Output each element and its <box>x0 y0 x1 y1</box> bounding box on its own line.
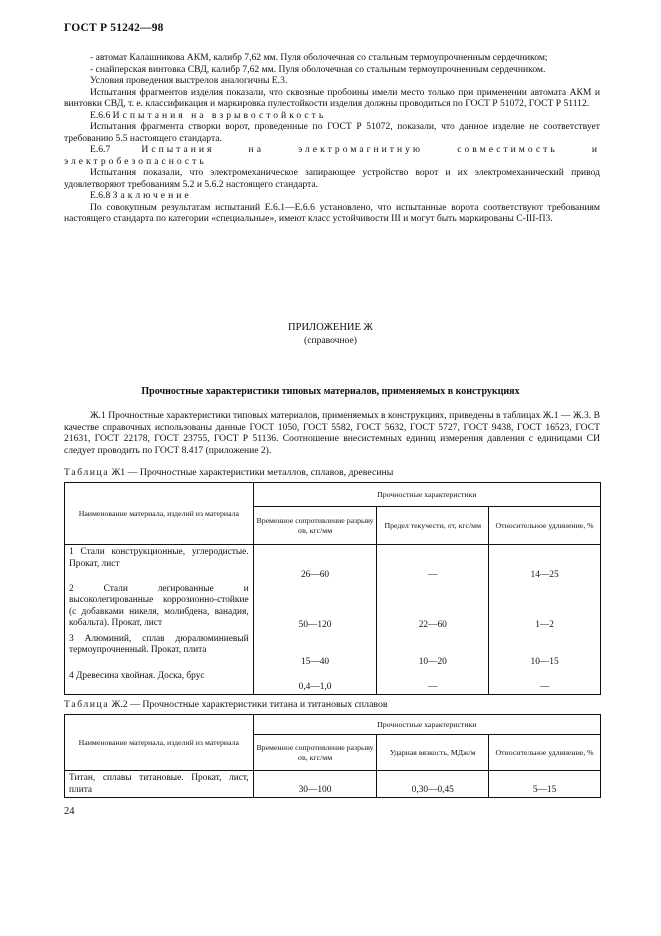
column-header: Временное сопротивление разрыву σв, кгс/мм <box>253 507 377 545</box>
table-cell: 3 Алюминий, сплав дюралюминиевый термоупрочненный. Прокат, плита <box>65 632 254 669</box>
body-text-block <box>64 52 600 225</box>
table2-caption <box>64 699 388 710</box>
section-heading <box>64 190 600 202</box>
table1 <box>64 482 601 695</box>
paragraph: По совокупным результатам испытаний Е.6.1—Е.6.6 установлено, что испытанные ворота соответствуют требованиям настоящего стандарта по категории «специальные», имеют класс устойчивости III и могут быть маркированы С-III-П3. <box>64 201 600 224</box>
table-cell: 2 Стали легированные и высоколегированные коррозионно-стойкие (с добавками никеля, молибдена, ванадия, кобальта). Прокат, лист <box>65 582 254 632</box>
appendix-title: ПРИЛОЖЕНИЕ Ж <box>288 322 373 333</box>
section-heading <box>64 144 600 167</box>
paragraph: Ж.1 Прочностные характеристики типовых материалов, применяемых в конструкциях, приведены в таблицах Ж.1 — Ж.3. В качестве справочных использованы данные ГОСТ 1050, ГОСТ 5582, ГОСТ 5632, ГОСТ 5727, ГОСТ 9438, ГОСТ 16523, ГОСТ 21631, ГОСТ 22178, ГОСТ 23755, ГОСТ Р 51136. Соотношение внесистемных единиц измерения давления с единицами СИ следует проводить по ГОСТ 8.417 (приложение 2). <box>64 410 600 456</box>
section-number: Е.6.6 <box>90 109 111 121</box>
column-header: Относительное удлинение, % <box>489 507 601 545</box>
column-header: Предел текучести, σт, кгс/мм <box>377 507 489 545</box>
appendix-subtitle: (справочное) <box>304 335 357 346</box>
table-cell: 14—25 <box>489 545 601 582</box>
column-group-header: Прочностные характеристики <box>253 483 600 507</box>
table-cell: 50—120 <box>253 582 377 632</box>
column-header-name: Наименование материала, изделий из материала <box>65 483 254 545</box>
table-row <box>65 545 601 582</box>
table-cell: 0,30—0,45 <box>377 771 489 798</box>
appendix-intro-block <box>64 410 600 456</box>
section-heading <box>64 110 600 122</box>
table-label: Таблица <box>64 699 110 710</box>
paragraph: Испытания показали, что электромеханическое запирающее устройство ворот и их электромеханический привод удовлетворяют требованиям 5.2 и 5.6.2 настоящего стандарта. <box>64 167 600 190</box>
table-cell: 10—20 <box>377 632 489 669</box>
paragraph: Испытания фрагмента створки ворот, проведенные по ГОСТ Р 51072, показали, что данное изделие не соответствует требованию 5.5 настоящего стандарта. <box>64 121 600 144</box>
paragraph: - снайперская винтовка СВД, калибр 7,62 мм. Пуля оболочечная со стальным термоупрочненным сердечником. <box>90 63 546 75</box>
table-row <box>65 669 601 695</box>
page-number: 24 <box>64 806 75 817</box>
table-row <box>65 771 601 798</box>
table-cell: 26—60 <box>253 545 377 582</box>
table-cell: 5—15 <box>489 771 601 798</box>
column-header: Ударная вязкость, МДж/м <box>377 735 489 771</box>
table-cell: 1 Стали конструкционные, углеродистые. Прокат, лист <box>65 545 254 582</box>
table-cell: Титан, сплавы титановые. Прокат, лист, плита <box>65 771 254 798</box>
table-cell: 1—2 <box>489 582 601 632</box>
column-header-name: Наименование материала, изделий из материала <box>65 715 254 771</box>
table-caption-text: Ж.2 — Прочностные характеристики титана и титановых сплавов <box>111 699 388 710</box>
table2 <box>64 714 601 798</box>
table-cell: 30—100 <box>253 771 377 798</box>
table-cell: 0,4—1,0 <box>253 669 377 695</box>
table-cell: 4 Древесина хвойная. Доска, брус <box>65 669 254 695</box>
paragraph: Испытания фрагментов изделия показали, что сквозные пробоины имели место только при применении автомата АКМ и винтовки СВД, т. е. классификация и маркировка пулестойкости изделия должны проводиться по ГОСТ Р 51072, ГОСТ Р 51112. <box>64 86 600 109</box>
table-label: Таблица <box>64 467 110 478</box>
section-heading-text: Испытания на взрывостойкость <box>112 109 327 121</box>
column-group-header: Прочностные характеристики <box>253 715 600 735</box>
table-caption-text: Ж1 — Прочностные характеристики металлов, сплавов, древесины <box>111 467 394 478</box>
table-cell: — <box>489 669 601 695</box>
section-heading-text: Заключение <box>112 190 192 201</box>
table-cell: 22—60 <box>377 582 489 632</box>
table-cell: — <box>377 545 489 582</box>
paragraph: - автомат Калашникова АКМ, калибр 7,62 мм. Пуля оболочечная со стальным термоупрочненным сердечником; <box>90 52 548 63</box>
table-row <box>65 632 601 669</box>
table1-caption <box>64 467 393 478</box>
section-number: Е.6.7 <box>90 144 111 155</box>
table-row <box>65 582 601 632</box>
section-heading-text: Испытания на электромагнитную совместимость и электробезопасность <box>64 144 600 167</box>
document-header: ГОСТ Р 51242—98 <box>64 22 164 34</box>
section-number: Е.6.8 <box>90 190 111 201</box>
appendix-section-title: Прочностные характеристики типовых материалов, применяемых в конструкциях <box>141 386 520 397</box>
column-header: Относительное удлинение, % <box>489 735 601 771</box>
table-cell: 10—15 <box>489 632 601 669</box>
paragraph: Условия проведения выстрелов аналогичны Е.3. <box>90 75 288 86</box>
column-header: Временное сопротивление разрыву σв, кгс/мм <box>253 735 377 771</box>
table-cell: — <box>377 669 489 695</box>
table-cell: 15—40 <box>253 632 377 669</box>
